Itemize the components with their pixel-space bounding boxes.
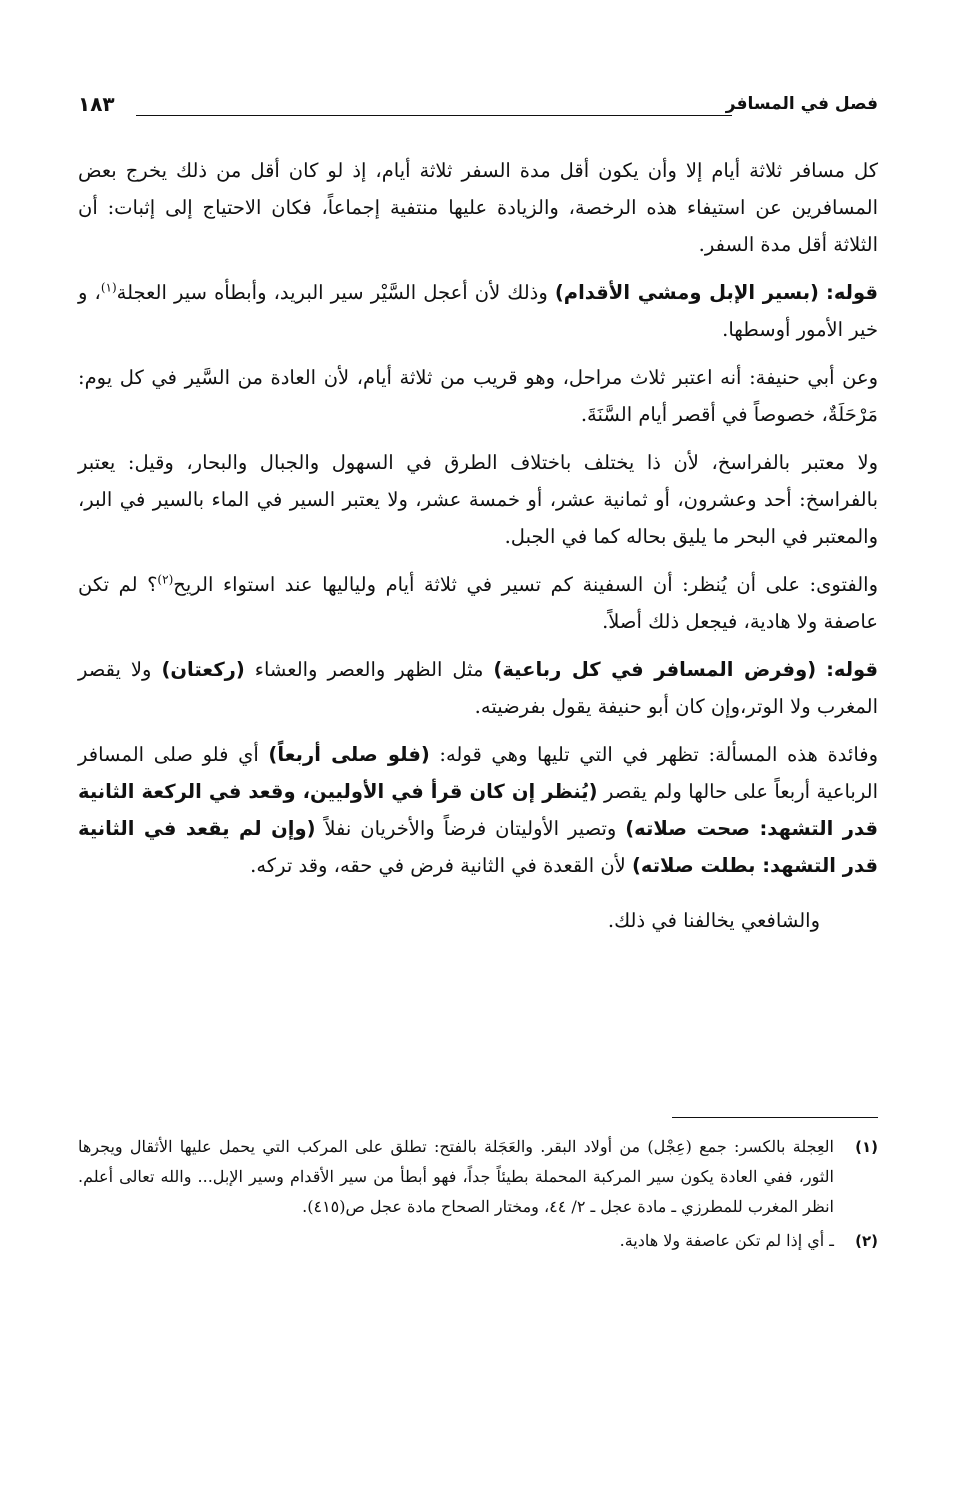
footnote-separator (672, 1117, 878, 1118)
page-header (78, 92, 878, 126)
paragraph-text: لأن القعدة في الثانية فرض في حقه، وقد تركه. (250, 854, 626, 877)
matn-quote: (بسير الإبل ومشي الأقدام) (554, 281, 819, 304)
footnote-ref-2: (٢) (157, 572, 174, 587)
footnote-2 (78, 1226, 878, 1256)
body-text (78, 152, 878, 950)
paragraph-6 (78, 651, 878, 725)
footnote-number: (١) (855, 1138, 878, 1156)
matn-quote: (ركعتان) (161, 658, 245, 681)
paragraph-text: وتصير الأوليتان فرضاً والأخريان نفلاً (324, 817, 617, 840)
paragraph-4: ولا معتبر بالفراسخ، لأن ذا يختلف باختلاف الطرق في السهول والجبال والبحار، وقيل: يعتبر بالفراسخ: أحد وعشرون، أو ثمانية عشر، أو خمسة عشر، ولا يعتبر السير في الماء بالسير في البر، والمعتبر في البحر ما يليق بحاله كما في الجبل. (78, 451, 878, 548)
footnote-1 (78, 1132, 878, 1222)
matn-quote: (وإن لم يقعد في الثانية قدر التشهد: بطلت صلاته) (78, 817, 878, 877)
paragraph-2 (78, 274, 878, 348)
footnote-number: (٢) (855, 1232, 878, 1250)
page-number: ١٨٣ (78, 92, 115, 116)
paragraph-7 (78, 736, 878, 884)
paragraph-8: والشافعي يخالفنا في ذلك. (607, 909, 820, 932)
paragraph-5 (78, 566, 878, 640)
matn-quote: (وفرض المسافر في كل رباعية) (493, 658, 817, 681)
matn-quote: (يُنظر إن كان قرأ في الأوليين، وقعد في الركعة الثانية قدر التشهد: صحت صلاته) (78, 780, 879, 840)
running-title: فصل في المسافر (725, 94, 878, 114)
header-rule (136, 115, 732, 116)
paragraph-text: والفتوى: على أن يُنظر: أن السفينة كم تسير في ثلاثة أيام ولياليها عند استواء الريح (173, 573, 878, 596)
paragraph-3: وعن أبي حنيفة: أنه اعتبر ثلاث مراحل، وهو قريب من ثلاثة أيام، لأن العادة من السَّير في كل يوم: مَرْحَلَةٌ، خصوصاً في أقصر أيام السَّنَةَ. (78, 366, 878, 426)
footnote-ref-1: (١) (100, 280, 117, 295)
paragraph-text: مثل الظهر والعصر والعشاء (254, 658, 484, 681)
paragraph-text: وفائدة هذه المسألة: تظهر في التي تليها وهي قوله: (439, 743, 879, 766)
footnote-text: ـ أي إذا لم تكن عاصفة ولا هادية. (619, 1231, 834, 1250)
footnotes (78, 1132, 878, 1260)
paragraph-1: كل مسافر ثلاثة أيام إلا وأن يكون أقل مدة السفر ثلاثة أيام، إذ لو كان أقل من ذلك يخرج بعض المسافرين عن استيفاء هذه الرخصة، والزيادة عليها منتفية إجماعاً، فكان الاحتياج إلى إثبات: أن الثلاثة أقل مدة السفر. (78, 159, 878, 256)
qawluhu-label: قوله: (826, 658, 879, 681)
paragraph-text: أي فلو صلى المسافر الرباعية أربعاً على حالها ولم يقصر (78, 743, 878, 803)
paragraph-text: ، و خير الأمور أوسطها. (78, 281, 878, 341)
qawluhu-label: قوله: (826, 281, 878, 304)
matn-quote: (فلو صلى أربعاً) (268, 743, 430, 766)
paragraph-text: ولا يقصر المغرب ولا الوتر،وإن كان أبو حنيفة يقول بفرضيته. (78, 658, 878, 718)
paragraph-text: وذلك لأن أعجل السَّيْر سير البريد، وأبطأه سير العجلة (116, 281, 548, 304)
paragraph-text: ؟ لم تكن عاصفة ولا هادية، فيجعل ذلك أصلاً. (78, 573, 878, 633)
footnote-text: العِجلة بالكسر: جمع (عِجْل) من أولاد البقر. والعَجَلة بالفتح: تطلق على المركب التي يحمل عليها الأثقال ويجرها الثور، ففي العادة يكون سير المركبة المحملة بطيئاً جداً، فهو أبطأ من سير الأقدام وسير الإبل... والله تعالى أعلم. انظر المغرب للمطرزي ـ مادة عجل ـ ٢/ ٤٤، ومختار الصحاح مادة عجل ص(٤١٥). (78, 1137, 834, 1216)
